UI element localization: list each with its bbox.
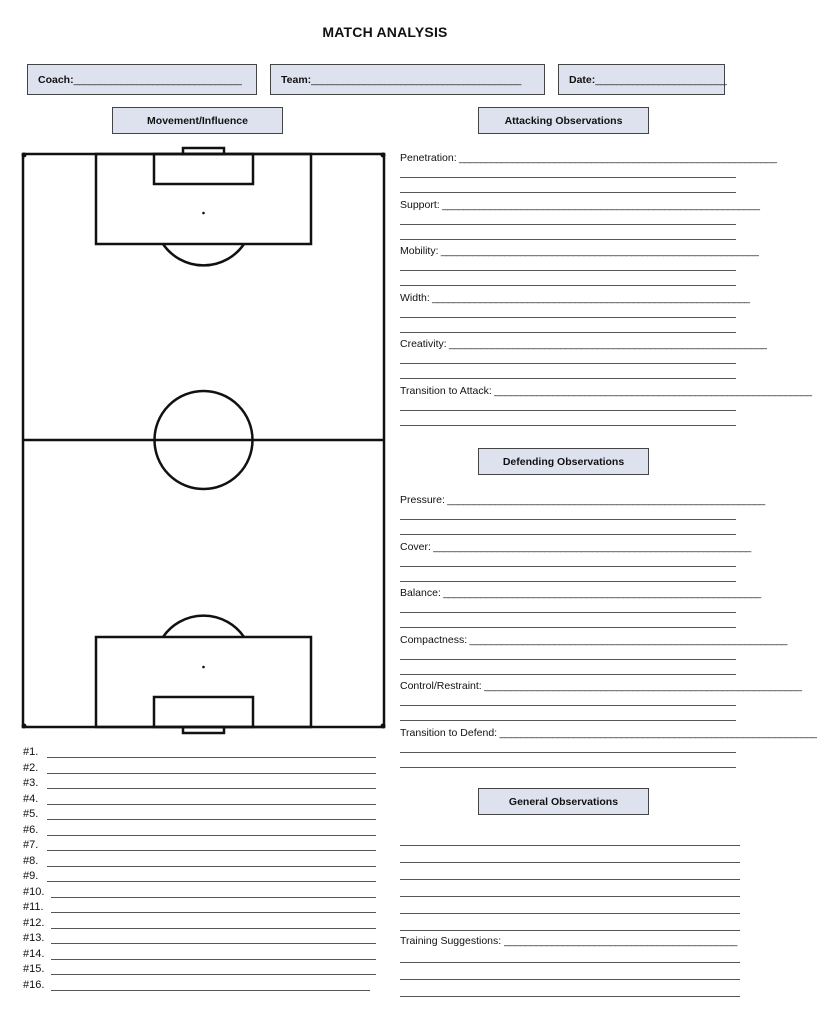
general-line[interactable] <box>400 930 740 931</box>
player-number: #9. <box>23 870 39 882</box>
attacking-field[interactable]: Creativity: ____________________________________________________________ <box>400 338 767 351</box>
attacking-blank-line[interactable] <box>400 224 736 225</box>
attacking-blank-line[interactable] <box>400 270 736 271</box>
page-title: MATCH ANALYSIS <box>322 24 448 40</box>
attacking-field-label: Transition to Attack: <box>400 385 492 397</box>
player-blank-line[interactable] <box>47 757 376 758</box>
player-line[interactable] <box>23 869 376 884</box>
attacking-field[interactable]: Mobility: ____________________________________________________________ <box>400 245 759 258</box>
top-penalty-arc <box>163 244 244 265</box>
general-line[interactable] <box>400 896 740 897</box>
corner-mark <box>381 724 386 729</box>
player-number: #12. <box>23 916 45 929</box>
defending-field[interactable]: Transition to Defend: ____________________________________________________________ <box>400 727 817 739</box>
player-line[interactable] <box>23 854 376 869</box>
player-number: #6. <box>23 823 39 836</box>
defending-field[interactable]: Control/Restraint: ____________________________________________________________ <box>400 680 802 693</box>
defending-blank-line[interactable] <box>400 674 736 675</box>
player-line[interactable] <box>23 792 376 807</box>
defending-field-label: Transition to Defend: <box>400 727 498 739</box>
top-goal-box <box>154 154 253 184</box>
top-penalty-spot <box>202 212 205 215</box>
player-line[interactable] <box>23 761 376 776</box>
training-suggestions-label: Training Suggestions: <box>400 935 502 947</box>
defending-blank-line[interactable] <box>400 612 736 613</box>
player-line[interactable] <box>23 978 370 993</box>
defending-field-label: Control/Restraint: <box>400 680 482 693</box>
defending-field[interactable]: Cover: ____________________________________________________________ <box>400 540 751 553</box>
bottom-penalty-arc <box>163 616 244 637</box>
defending-field-label: Compactness: <box>400 633 468 646</box>
training-line[interactable] <box>400 996 740 997</box>
attacking-field-label: Width: <box>400 291 430 304</box>
player-number: #11. <box>23 901 44 913</box>
defending-blank-line[interactable] <box>400 566 736 567</box>
defending-field[interactable]: Balance: ____________________________________________________________ <box>400 587 761 600</box>
defending-field-label: Cover: <box>400 540 431 553</box>
player-line[interactable] <box>23 745 376 760</box>
player-number: #7. <box>23 839 39 851</box>
player-blank-line[interactable] <box>47 804 376 805</box>
player-blank-line[interactable] <box>51 974 376 975</box>
corner-mark <box>381 153 386 158</box>
player-blank-line[interactable] <box>47 773 376 774</box>
player-blank-line[interactable] <box>47 866 376 867</box>
player-line[interactable] <box>23 838 376 853</box>
player-blank-line[interactable] <box>47 788 376 789</box>
defending-blank-line[interactable] <box>400 659 736 660</box>
player-line[interactable] <box>23 776 376 791</box>
defending-blank-line[interactable] <box>400 720 736 721</box>
player-blank-line[interactable] <box>51 928 376 929</box>
general-observations-label: General Observations <box>508 795 619 808</box>
defending-field[interactable]: Compactness: ____________________________________________________________ <box>400 633 787 646</box>
defending-blank-line[interactable] <box>400 534 736 535</box>
player-number: #3. <box>23 777 39 789</box>
player-number: #16. <box>23 978 45 991</box>
attacking-blank-line[interactable] <box>400 177 736 178</box>
defending-blank-line[interactable] <box>400 581 736 582</box>
defending-observations-label: Defending Observations <box>502 455 625 468</box>
attacking-blank-line[interactable] <box>400 332 736 333</box>
defending-field[interactable]: Pressure: ____________________________________________________________ <box>400 494 765 506</box>
player-number: #14. <box>23 947 45 960</box>
attacking-blank-line[interactable] <box>400 239 736 240</box>
player-blank-line[interactable] <box>51 912 376 913</box>
attacking-observations-label: Attacking Observations <box>504 114 623 127</box>
player-number: #5. <box>23 808 39 820</box>
attacking-blank-line[interactable] <box>400 285 736 286</box>
attacking-field-label: Penetration: <box>400 152 457 164</box>
coach-label: Coach: <box>38 74 74 86</box>
player-number: #2. <box>23 761 39 774</box>
corner-mark <box>22 153 27 158</box>
player-line[interactable] <box>23 916 376 931</box>
attacking-observations-heading <box>478 107 649 134</box>
team-field[interactable]: Team:________________________________________ <box>270 64 545 95</box>
top-penalty-box <box>96 154 311 244</box>
training-line[interactable] <box>400 979 740 980</box>
general-line[interactable] <box>400 862 740 863</box>
player-line[interactable] <box>23 962 376 977</box>
attacking-field-label: Mobility: <box>400 245 439 258</box>
player-blank-line[interactable] <box>47 835 376 836</box>
attacking-field-label: Creativity: <box>400 338 447 351</box>
defending-observations-heading <box>478 448 649 475</box>
general-line[interactable] <box>400 879 740 880</box>
player-line[interactable] <box>23 885 376 900</box>
bottom-goal <box>183 727 224 733</box>
defending-field-label: Balance: <box>400 587 441 600</box>
bottom-penalty-box <box>96 637 311 727</box>
attacking-blank-line[interactable] <box>400 410 736 411</box>
soccer-pitch-diagram <box>20 148 387 738</box>
bottom-penalty-spot <box>202 666 205 669</box>
date-label: Date: <box>569 74 596 86</box>
player-blank-line[interactable] <box>51 990 370 991</box>
player-number: #15. <box>23 963 45 975</box>
coach-field[interactable]: Coach:________________________________ <box>27 64 257 95</box>
top-goal <box>183 148 224 154</box>
player-blank-line[interactable] <box>47 819 376 820</box>
player-line[interactable] <box>23 823 376 838</box>
movement-influence-label: Movement/Influence <box>147 114 248 127</box>
player-number: #1. <box>23 746 39 758</box>
player-line[interactable] <box>23 900 376 915</box>
player-line[interactable] <box>23 947 376 962</box>
date-field[interactable]: Date:_________________________ <box>558 64 725 95</box>
player-blank-line[interactable] <box>47 881 376 882</box>
training-suggestions-field[interactable]: Training Suggestions: ____________________________________________ <box>400 935 737 947</box>
attacking-field[interactable]: Penetration: ____________________________________________________________ <box>400 152 777 164</box>
player-number: #4. <box>23 792 39 805</box>
player-blank-line[interactable] <box>51 959 376 960</box>
general-line[interactable] <box>400 913 740 914</box>
player-blank-line[interactable] <box>51 943 376 944</box>
general-line[interactable] <box>400 845 740 846</box>
attacking-blank-line[interactable] <box>400 378 736 379</box>
attacking-field[interactable]: Transition to Attack: ____________________________________________________________ <box>400 385 812 397</box>
defending-blank-line[interactable] <box>400 752 736 753</box>
training-line[interactable] <box>400 962 740 963</box>
general-observations-heading <box>478 788 649 815</box>
defending-blank-line[interactable] <box>400 627 736 628</box>
player-line[interactable] <box>23 931 376 946</box>
attacking-blank-line[interactable] <box>400 192 736 193</box>
attacking-blank-line[interactable] <box>400 425 736 426</box>
attacking-blank-line[interactable] <box>400 363 736 364</box>
attacking-field-label: Support: <box>400 198 440 211</box>
player-number: #10. <box>23 885 45 898</box>
player-blank-line[interactable] <box>51 897 376 898</box>
movement-influence-heading <box>112 107 283 134</box>
corner-mark <box>22 724 27 729</box>
defending-blank-line[interactable] <box>400 519 736 520</box>
player-blank-line[interactable] <box>47 850 376 851</box>
player-line[interactable] <box>23 807 376 822</box>
defending-blank-line[interactable] <box>400 705 736 706</box>
bottom-goal-box <box>154 697 253 727</box>
player-number: #8. <box>23 854 39 867</box>
team-label: Team: <box>281 74 312 86</box>
attacking-field[interactable]: Width: ____________________________________________________________ <box>400 291 750 304</box>
defending-blank-line[interactable] <box>400 767 736 768</box>
defending-field-label: Pressure: <box>400 494 445 506</box>
player-number: #13. <box>23 932 45 944</box>
attacking-blank-line[interactable] <box>400 317 736 318</box>
attacking-field[interactable]: Support: ____________________________________________________________ <box>400 198 760 211</box>
